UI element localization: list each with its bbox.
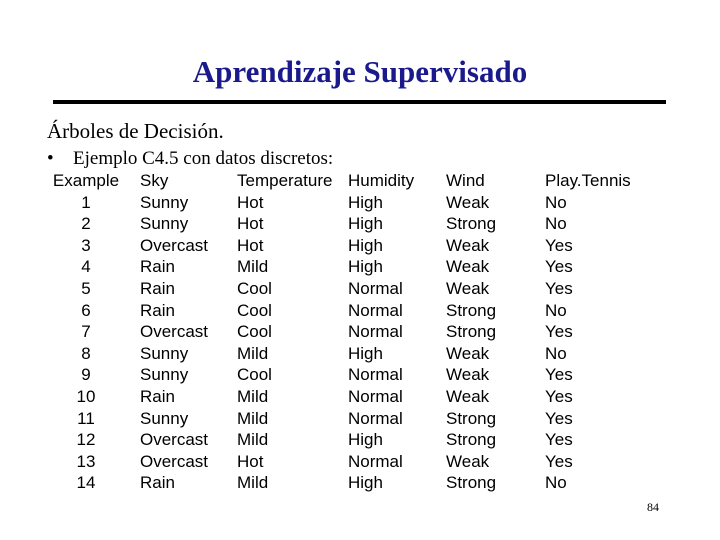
cell-play-tennis: Yes xyxy=(545,257,573,277)
table-row xyxy=(0,321,720,343)
cell-play-tennis: Yes xyxy=(545,408,573,428)
cell-example: 14 xyxy=(76,473,96,493)
cell-wind: Weak xyxy=(446,451,490,471)
cell-wind: Weak xyxy=(446,278,490,298)
cell-play-tennis: Yes xyxy=(545,386,573,406)
cell-play-tennis: No xyxy=(545,343,567,363)
cell-sky: Rain xyxy=(140,473,175,493)
table-row xyxy=(0,192,720,214)
cell-sky: Overcast xyxy=(140,451,209,471)
cell-example: 4 xyxy=(81,257,91,277)
title-divider xyxy=(53,100,666,104)
header-sky: Sky xyxy=(140,171,169,190)
table-row xyxy=(0,278,720,300)
cell-play-tennis: Yes xyxy=(545,278,573,298)
cell-sky: Rain xyxy=(140,300,175,320)
cell-humidity: Normal xyxy=(348,278,403,298)
cell-play-tennis: No xyxy=(545,214,567,234)
cell-wind: Weak xyxy=(446,386,490,406)
cell-wind: Weak xyxy=(446,343,490,363)
cell-temperature: Cool xyxy=(237,278,272,298)
cell-wind: Weak xyxy=(446,257,490,277)
cell-example: 6 xyxy=(81,300,91,320)
table-row xyxy=(0,364,720,386)
cell-humidity: High xyxy=(348,473,383,493)
cell-wind: Strong xyxy=(446,300,497,320)
table-row xyxy=(0,300,720,322)
cell-temperature: Hot xyxy=(237,214,264,234)
cell-temperature: Hot xyxy=(237,451,264,471)
cell-sky: Sunny xyxy=(140,408,189,428)
cell-wind: Weak xyxy=(446,235,490,255)
cell-sky: Rain xyxy=(140,257,175,277)
cell-humidity: High xyxy=(348,257,383,277)
cell-wind: Strong xyxy=(446,430,497,450)
cell-play-tennis: Yes xyxy=(545,322,573,342)
cell-sky: Overcast xyxy=(140,322,209,342)
cell-sky: Overcast xyxy=(140,235,209,255)
bullet-marker: • xyxy=(47,148,54,169)
cell-temperature: Mild xyxy=(237,386,269,406)
cell-temperature: Mild xyxy=(237,430,269,450)
table-row xyxy=(0,429,720,451)
cell-wind: Strong xyxy=(446,322,497,342)
cell-sky: Sunny xyxy=(140,343,189,363)
cell-example: 5 xyxy=(81,278,91,298)
cell-humidity: High xyxy=(348,214,383,234)
cell-play-tennis: No xyxy=(545,300,567,320)
table-row xyxy=(0,213,720,235)
cell-example: 9 xyxy=(81,365,91,385)
cell-sky: Sunny xyxy=(140,365,189,385)
data-table xyxy=(0,170,720,494)
cell-humidity: Normal xyxy=(348,365,403,385)
table-row xyxy=(0,472,720,494)
cell-example: 1 xyxy=(81,192,91,212)
cell-wind: Weak xyxy=(446,192,490,212)
cell-sky: Rain xyxy=(140,386,175,406)
cell-humidity: High xyxy=(348,430,383,450)
cell-temperature: Cool xyxy=(237,300,272,320)
cell-temperature: Hot xyxy=(237,235,264,255)
header-play-tennis: Play.Tennis xyxy=(545,171,631,190)
cell-temperature: Mild xyxy=(237,408,269,428)
table-row xyxy=(0,343,720,365)
cell-example: 12 xyxy=(76,430,96,450)
cell-temperature: Hot xyxy=(237,192,264,212)
cell-humidity: High xyxy=(348,235,383,255)
cell-temperature: Mild xyxy=(237,473,269,493)
slide-title: Aprendizaje Supervisado xyxy=(192,54,528,89)
cell-wind: Strong xyxy=(446,473,497,493)
table-row xyxy=(0,386,720,408)
cell-example: 10 xyxy=(76,386,96,406)
section-heading: Árboles de Decisión. xyxy=(47,119,224,143)
cell-play-tennis: No xyxy=(545,192,567,212)
header-example: Example xyxy=(52,171,120,190)
cell-sky: Overcast xyxy=(140,430,209,450)
cell-play-tennis: Yes xyxy=(545,235,573,255)
header-temperature: Temperature xyxy=(237,171,333,190)
cell-humidity: Normal xyxy=(348,300,403,320)
cell-wind: Weak xyxy=(446,365,490,385)
cell-play-tennis: No xyxy=(545,473,567,493)
table-row xyxy=(0,235,720,257)
cell-sky: Rain xyxy=(140,278,175,298)
cell-humidity: Normal xyxy=(348,322,403,342)
cell-wind: Strong xyxy=(446,214,497,234)
table-header-row xyxy=(0,170,720,192)
bullet-text: Ejemplo C4.5 con datos discretos: xyxy=(73,148,334,169)
cell-play-tennis: Yes xyxy=(545,451,573,471)
header-wind: Wind xyxy=(446,171,485,190)
cell-humidity: High xyxy=(348,192,383,212)
cell-sky: Sunny xyxy=(140,192,189,212)
cell-sky: Sunny xyxy=(140,214,189,234)
cell-humidity: Normal xyxy=(348,386,403,406)
cell-temperature: Cool xyxy=(237,365,272,385)
cell-example: 7 xyxy=(81,322,91,342)
cell-humidity: High xyxy=(348,343,383,363)
table-row xyxy=(0,256,720,278)
bullet-item xyxy=(47,148,333,170)
cell-wind: Strong xyxy=(446,408,497,428)
cell-example: 11 xyxy=(77,408,95,428)
cell-temperature: Mild xyxy=(237,257,269,277)
cell-play-tennis: Yes xyxy=(545,365,573,385)
cell-example: 8 xyxy=(81,343,91,363)
cell-play-tennis: Yes xyxy=(545,430,573,450)
table-row xyxy=(0,451,720,473)
header-humidity: Humidity xyxy=(348,171,415,190)
cell-humidity: Normal xyxy=(348,451,403,471)
cell-example: 3 xyxy=(81,235,91,255)
cell-humidity: Normal xyxy=(348,408,403,428)
cell-example: 13 xyxy=(76,451,96,471)
table-row xyxy=(0,408,720,430)
cell-example: 2 xyxy=(81,214,91,234)
cell-temperature: Cool xyxy=(237,322,272,342)
cell-temperature: Mild xyxy=(237,343,269,363)
page-number: 84 xyxy=(647,500,659,514)
